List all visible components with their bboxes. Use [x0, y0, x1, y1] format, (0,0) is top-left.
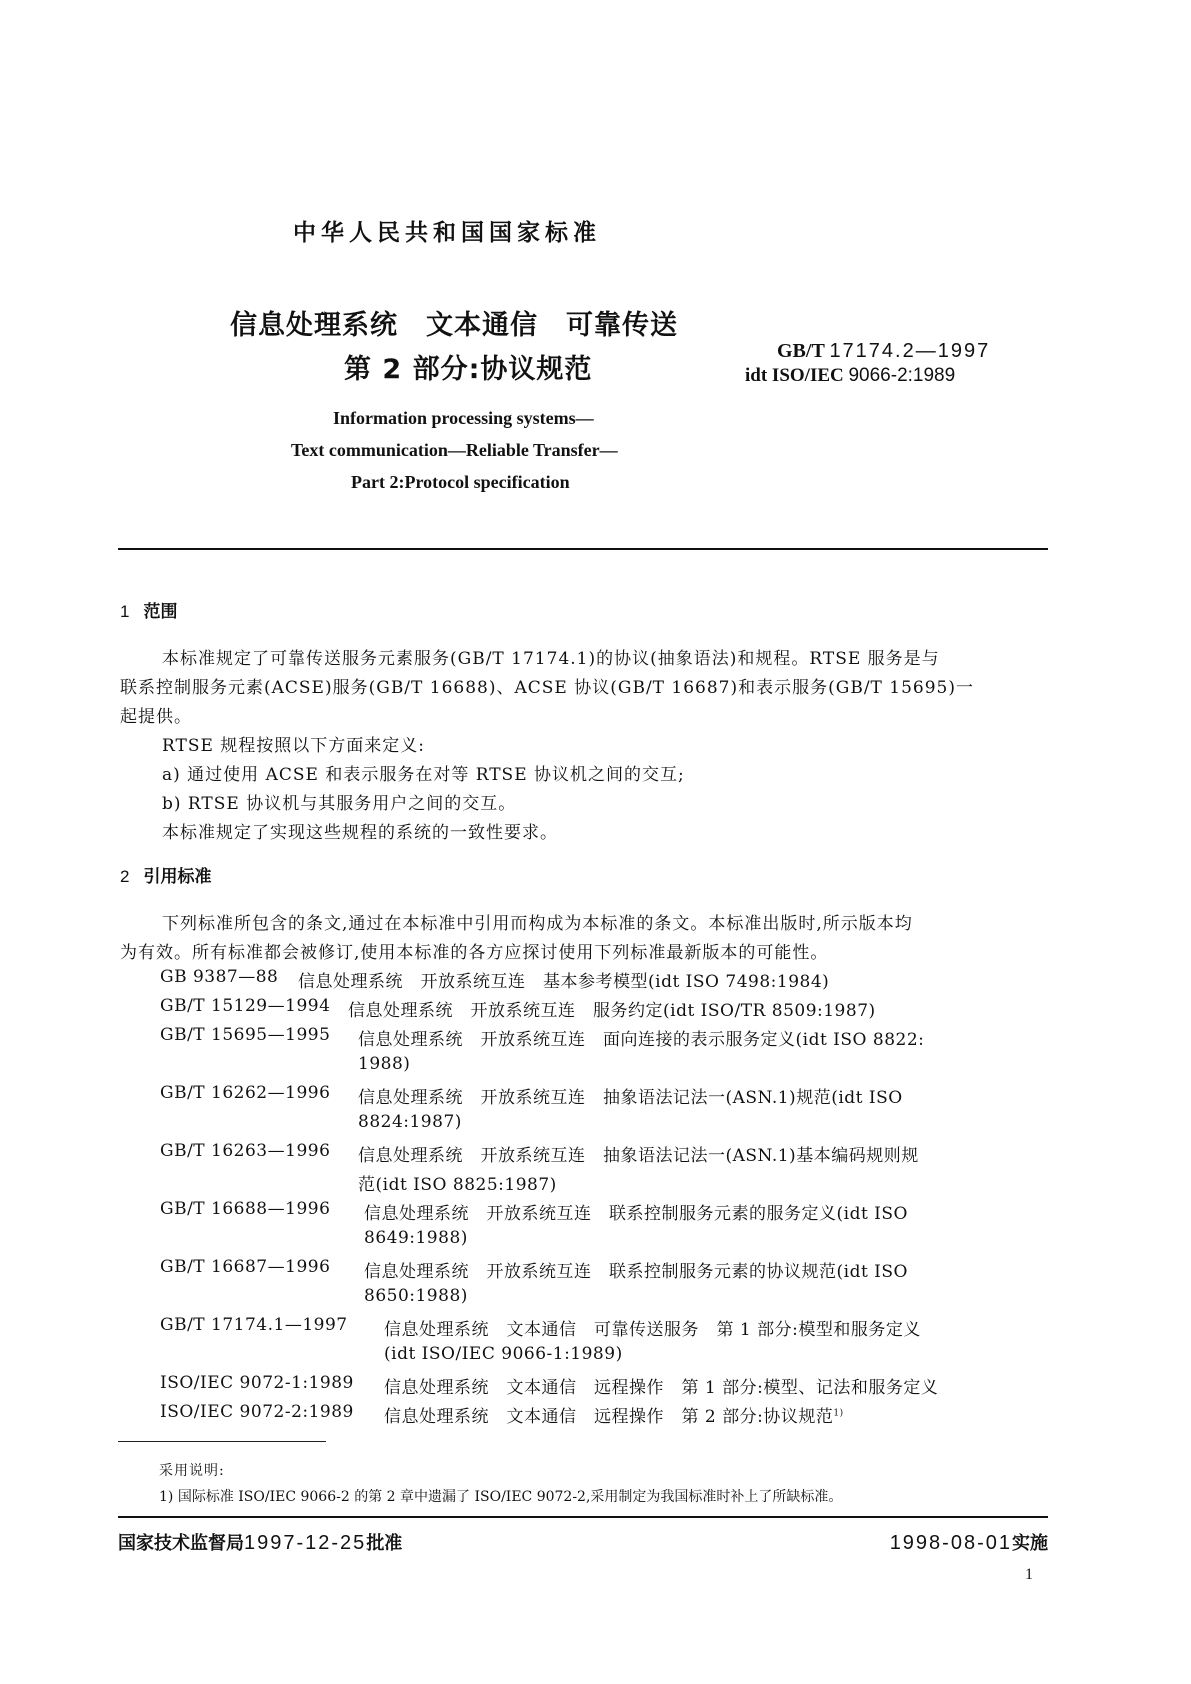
reference-title: 信息处理系统 开放系统互连 服务约定(idt ISO/TR 8509:1987): [348, 1001, 876, 1021]
reference-title-text: 信息处理系统 文本通信 远程操作 第 2 部分:协议规范: [384, 1407, 834, 1427]
footnote-title: 采用说明:: [159, 1463, 225, 1479]
title-cn-line1: 信息处理系统 文本通信 可靠传送: [230, 310, 678, 341]
reference-title: 信息处理系统 开放系统互连 抽象语法记法一(ASN.1)规范(idt ISO: [358, 1088, 903, 1108]
section-1-para2: RTSE 规程按照以下方面来定义:: [162, 736, 426, 756]
equivalent-code: 9066-2:1989: [848, 365, 956, 386]
section-title: 范围: [143, 602, 178, 622]
section-title: 引用标准: [143, 867, 212, 887]
title-en-line2: Text communication—Reliable Transfer—: [291, 440, 618, 460]
section-2-intro-line2: 为有效。所有标准都会被修订,使用本标准的各方应探讨使用下列标准最新版本的可能性。: [120, 943, 829, 963]
reference-title-cont: 8649:1988): [364, 1228, 468, 1248]
section-number: 1: [120, 602, 130, 621]
reference-code: GB/T 15695—1995: [160, 1025, 331, 1045]
reference-title: 信息处理系统 文本通信 可靠传送服务 第 1 部分:模型和服务定义: [384, 1320, 921, 1340]
approval-line: [118, 1529, 402, 1555]
reference-code: GB/T 16688—1996: [160, 1199, 331, 1219]
section-1-para1-line2: 联系控制服务元素(ACSE)服务(GB/T 16688)、ACSE 协议(GB/T 16687)和表示服务(GB/T 15695)一: [120, 678, 975, 698]
title-en-line1: Information processing systems—: [333, 408, 594, 428]
section-1-para1-line1: 本标准规定了可靠传送服务元素服务(GB/T 17174.1)的协议(抽象语法)和规程。RTSE 服务是与: [162, 649, 940, 669]
footnote-marker: 1): [833, 1408, 844, 1419]
approval-date: 1997-12-25: [244, 1532, 367, 1554]
section-1-para3: 本标准规定了实现这些规程的系统的一致性要求。: [162, 823, 558, 843]
reference-title: 信息处理系统 开放系统互连 联系控制服务元素的服务定义(idt ISO: [364, 1204, 908, 1224]
reference-title-cont: 8650:1988): [364, 1286, 468, 1306]
page-number: 1: [1025, 1566, 1033, 1583]
footnote-divider: [118, 1441, 326, 1442]
title-cn-line2: 第 2 部分:协议规范: [344, 354, 593, 385]
national-standard-header: 中华人民共和国国家标准: [293, 220, 601, 246]
section-2-heading: [120, 862, 211, 887]
section-number: 2: [120, 867, 130, 886]
header-divider: [118, 548, 1048, 550]
standard-prefix: GB/T: [777, 340, 825, 362]
footnote-text: 1) 国际标准 ISO/IEC 9066-2 的第 2 章中遗漏了 ISO/IEC 9072-2,采用制定为我国标准时补上了所缺标准。: [159, 1489, 843, 1505]
reference-title: [384, 1402, 844, 1427]
reference-title: 信息处理系统 开放系统互连 基本参考模型(idt ISO 7498:1984): [298, 972, 830, 992]
reference-code: ISO/IEC 9072-2:1989: [160, 1402, 354, 1422]
approval-suffix: 批准: [366, 1533, 403, 1554]
standard-code: 17174.2—1997: [829, 340, 991, 362]
reference-code: GB/T 17174.1—1997: [160, 1315, 348, 1335]
equivalent-prefix: idt ISO/IEC: [745, 365, 844, 386]
reference-title: 信息处理系统 开放系统互连 面向连接的表示服务定义(idt ISO 8822:: [358, 1030, 925, 1050]
reference-title: 信息处理系统 开放系统互连 抽象语法记法一(ASN.1)基本编码规则规: [358, 1146, 919, 1166]
reference-code: GB 9387—88: [160, 967, 279, 987]
standard-number: [777, 340, 990, 363]
implementation-line: [890, 1529, 1048, 1555]
reference-title-cont: 1988): [358, 1054, 411, 1074]
reference-code: GB/T 15129—1994: [160, 996, 331, 1016]
reference-code: GB/T 16687—1996: [160, 1257, 331, 1277]
approval-org: 国家技术监督局: [118, 1533, 244, 1554]
reference-title-cont: 范(idt ISO 8825:1987): [358, 1175, 557, 1195]
reference-title-cont: (idt ISO/IEC 9066-1:1989): [384, 1344, 623, 1364]
equivalent-standard: [745, 365, 955, 387]
reference-title: 信息处理系统 文本通信 远程操作 第 1 部分:模型、记法和服务定义: [384, 1378, 939, 1398]
footer-divider: [118, 1516, 1048, 1518]
section-1-heading: [120, 597, 177, 622]
reference-title: 信息处理系统 开放系统互连 联系控制服务元素的协议规范(idt ISO: [364, 1262, 908, 1282]
section-1-item-b: b) RTSE 协议机与其服务用户之间的交互。: [162, 794, 517, 814]
title-en-line3: Part 2:Protocol specification: [351, 472, 570, 492]
reference-code: ISO/IEC 9072-1:1989: [160, 1373, 354, 1393]
implementation-date: 1998-08-01: [889, 1532, 1012, 1554]
section-1-item-a: a) 通过使用 ACSE 和表示服务在对等 RTSE 协议机之间的交互;: [162, 765, 685, 785]
section-2-intro-line1: 下列标准所包含的条文,通过在本标准中引用而构成为本标准的条文。本标准出版时,所示版本均: [162, 914, 913, 934]
implementation-suffix: 实施: [1012, 1533, 1048, 1554]
reference-code: GB/T 16262—1996: [160, 1083, 331, 1103]
reference-title-cont: 8824:1987): [358, 1112, 462, 1132]
section-1-para1-line3: 起提供。: [120, 707, 192, 727]
reference-code: GB/T 16263—1996: [160, 1141, 331, 1161]
